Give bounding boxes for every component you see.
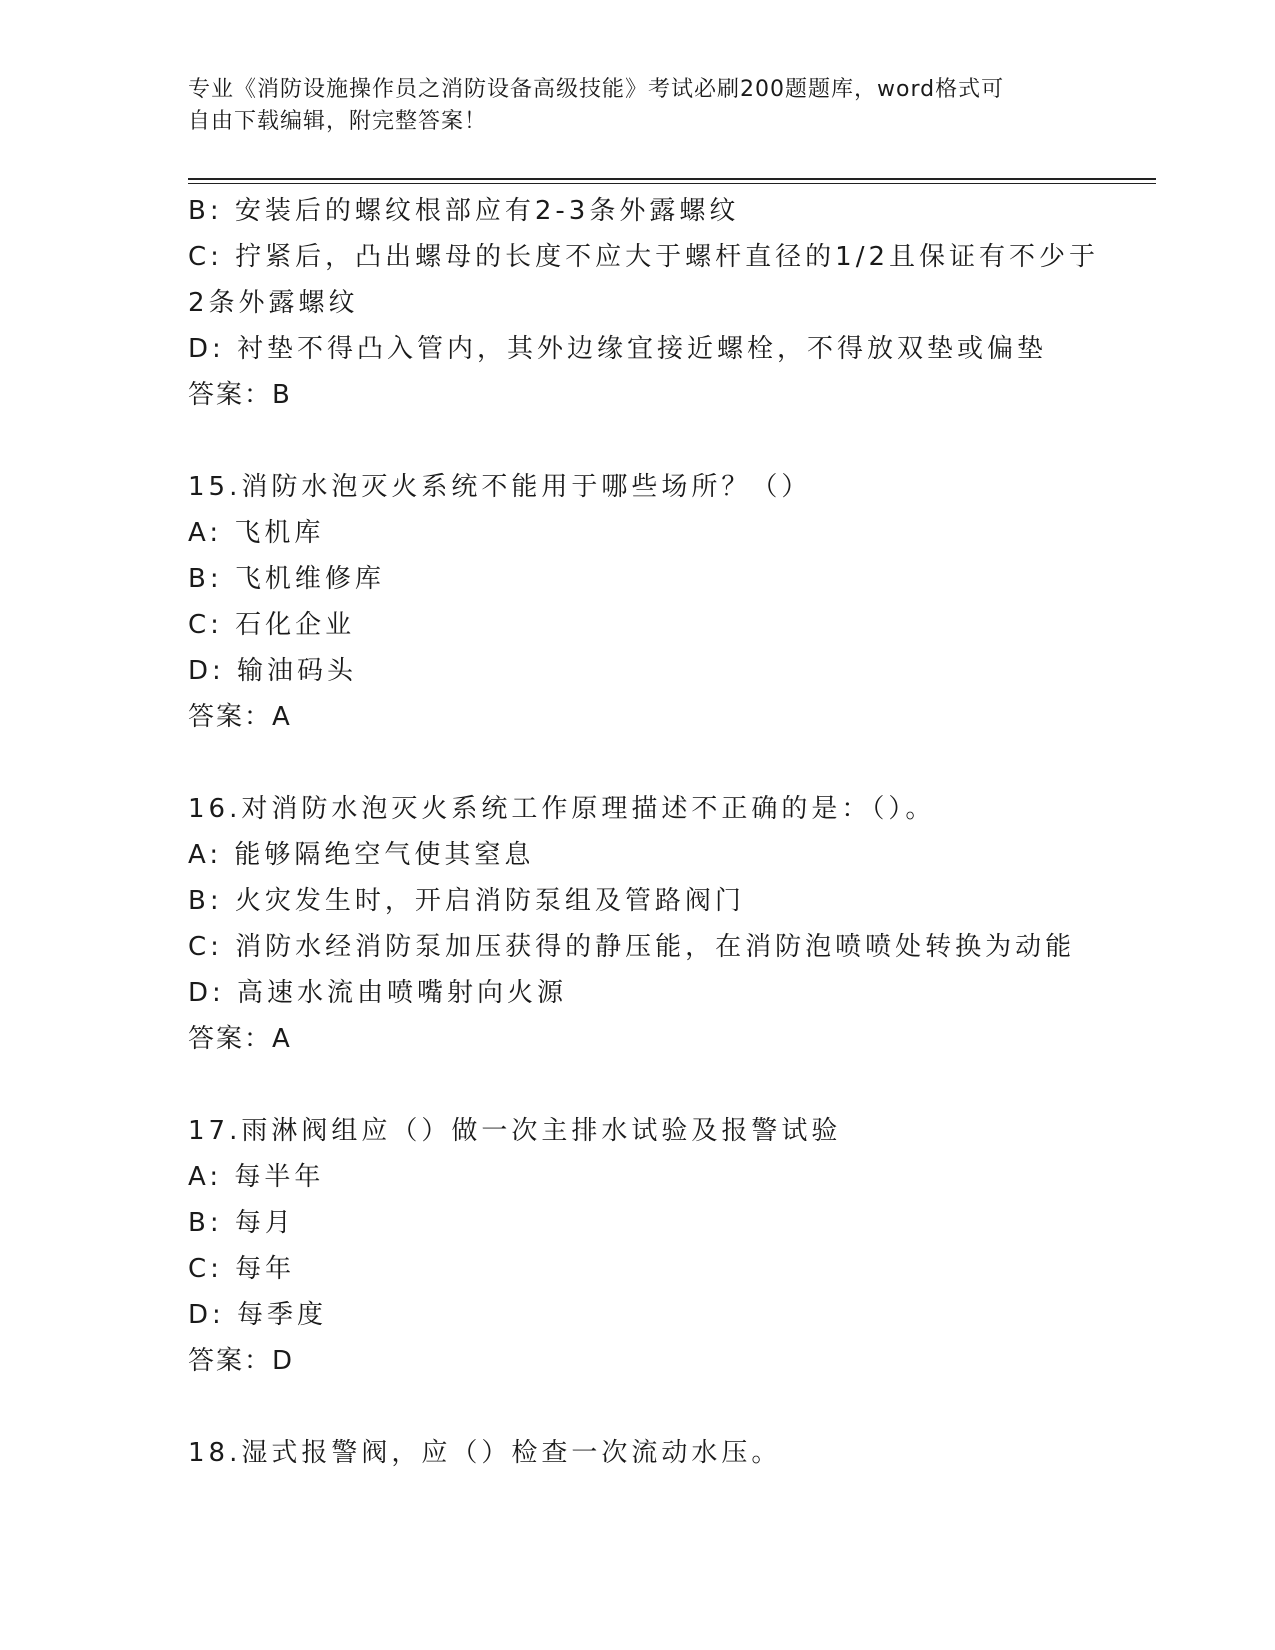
question-stem: 16.对消防水泡灭火系统工作原理描述不正确的是：（）。 bbox=[188, 794, 936, 824]
option-d: D: 衬垫不得凸入管内，其外边缘宜接近螺栓，不得放双垫或偏垫 bbox=[188, 334, 1048, 364]
option-a: A: 每半年 bbox=[188, 1162, 325, 1192]
question-stem: 17.雨淋阀组应（）做一次主排水试验及报警试验 bbox=[188, 1116, 842, 1146]
header-divider-thick bbox=[188, 178, 1156, 180]
question-15 bbox=[188, 464, 1088, 740]
option-c-continued: 2条外露螺纹 bbox=[188, 288, 359, 318]
spacer bbox=[188, 1062, 1088, 1108]
question-list bbox=[188, 188, 1100, 1476]
question-18 bbox=[188, 1430, 1088, 1476]
spacer bbox=[188, 1384, 1088, 1430]
option-d: D: 高速水流由喷嘴射向火源 bbox=[188, 978, 568, 1008]
answer: 答案：D bbox=[188, 1346, 295, 1376]
page-header bbox=[188, 74, 1088, 138]
question-14-continued bbox=[188, 188, 1100, 418]
option-b: B: 飞机维修库 bbox=[188, 564, 385, 594]
header-divider-thin bbox=[188, 183, 1156, 184]
option-c: C: 每年 bbox=[188, 1254, 296, 1284]
option-b: B: 火灾发生时，开启消防泵组及管路阀门 bbox=[188, 886, 745, 916]
option-a: A: 能够隔绝空气使其窒息 bbox=[188, 840, 535, 870]
question-stem: 15.消防水泡灭火系统不能用于哪些场所？（） bbox=[188, 472, 812, 502]
question-stem: 18.湿式报警阀，应（）检查一次流动水压。 bbox=[188, 1438, 782, 1468]
question-16 bbox=[188, 786, 1088, 1062]
spacer bbox=[188, 740, 1088, 786]
option-d: D: 输油码头 bbox=[188, 656, 358, 686]
question-17 bbox=[188, 1108, 1088, 1384]
option-c: C: 石化企业 bbox=[188, 610, 356, 640]
option-c: C: 拧紧后，凸出螺母的长度不应大于螺杆直径的1/2且保证有不少于 bbox=[188, 242, 1100, 272]
spacer bbox=[188, 418, 1088, 464]
option-c: C: 消防水经消防泵加压获得的静压能，在消防泡喷喷处转换为动能 bbox=[188, 932, 1076, 962]
header-title-line-2: 自由下载编辑，附完整答案！ bbox=[188, 109, 488, 134]
answer: 答案：A bbox=[188, 702, 292, 732]
answer: 答案：B bbox=[188, 380, 292, 410]
option-b: B: 安装后的螺纹根部应有2-3条外露螺纹 bbox=[188, 196, 740, 226]
header-title-line-1: 专业《消防设施操作员之消防设备高级技能》考试必刷200题题库，word格式可 bbox=[188, 77, 1005, 102]
option-d: D: 每季度 bbox=[188, 1300, 328, 1330]
option-a: A: 飞机库 bbox=[188, 518, 325, 548]
option-b: B: 每月 bbox=[188, 1208, 295, 1238]
answer: 答案：A bbox=[188, 1024, 292, 1054]
